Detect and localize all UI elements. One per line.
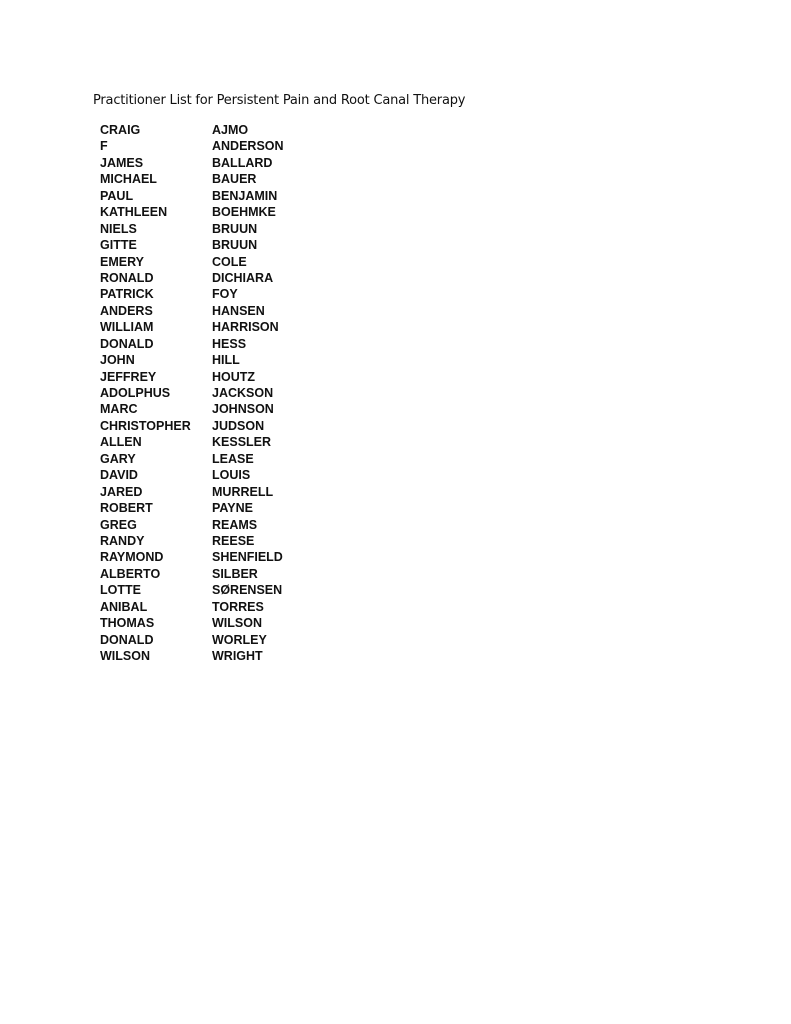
first-name: GARY (100, 451, 136, 466)
first-name: JEFFREY (100, 369, 157, 384)
list-item (100, 319, 332, 335)
last-name: JOHNSON (212, 402, 274, 417)
last-name: WORLEY (212, 632, 267, 647)
first-name: F (100, 139, 108, 154)
list-item (100, 352, 332, 368)
list-item (100, 336, 332, 352)
last-name: SØRENSEN (212, 583, 283, 598)
first-name: ANIBAL (100, 599, 148, 614)
first-name: DONALD (100, 336, 154, 351)
first-name: ADOLPHUS (100, 386, 171, 400)
last-name: BALLARD (212, 155, 273, 170)
first-name: ALBERTO (100, 566, 161, 581)
last-name: LEASE (212, 451, 254, 466)
first-name: CRAIG (100, 123, 141, 137)
list-item (100, 270, 332, 286)
list-item (100, 155, 332, 171)
first-name: RANDY (100, 533, 145, 548)
list-item (100, 418, 332, 434)
last-name: ANDERSON (212, 139, 284, 154)
last-name: BOEHMKE (212, 205, 276, 220)
last-name: BENJAMIN (212, 188, 278, 203)
last-name: HANSEN (212, 303, 265, 318)
first-name: KATHLEEN (100, 205, 168, 220)
last-name: HESS (212, 336, 247, 351)
last-name: HARRISON (212, 320, 279, 335)
last-name: BRUUN (212, 221, 258, 236)
list-item (100, 221, 332, 237)
last-name: KESSLER (212, 435, 272, 450)
last-name: DICHIARA (212, 270, 274, 285)
last-name: WRIGHT (212, 649, 263, 663)
list-item (100, 500, 332, 516)
first-name: ROBERT (100, 501, 153, 516)
last-name: JUDSON (212, 418, 265, 433)
list-item (100, 632, 332, 648)
list-item (100, 369, 332, 385)
last-name: SILBER (212, 566, 258, 581)
list-item (100, 401, 332, 417)
first-name: JOHN (100, 353, 135, 368)
last-name: BRUUN (212, 238, 258, 253)
list-item (100, 648, 332, 664)
list-item (100, 467, 332, 483)
last-name: HOUTZ (212, 369, 256, 384)
first-name: PAUL (100, 188, 134, 203)
list-item (100, 451, 332, 467)
first-name: WILSON (100, 649, 150, 663)
list-item (100, 254, 332, 270)
first-name: RAYMOND (100, 550, 164, 565)
list-item (100, 237, 332, 253)
list-item (100, 122, 332, 138)
first-name: THOMAS (100, 616, 155, 631)
last-name: PAYNE (212, 501, 253, 516)
last-name: COLE (212, 254, 247, 269)
last-name: REESE (212, 533, 255, 548)
last-name: AJMO (212, 123, 249, 137)
list-item (100, 303, 332, 319)
list-item (100, 533, 332, 549)
first-name: PATRICK (100, 287, 154, 302)
list-item (100, 171, 332, 187)
first-name: WILLIAM (100, 320, 154, 335)
first-name: DONALD (100, 632, 154, 647)
list-item (100, 385, 332, 401)
last-name: SHENFIELD (212, 550, 283, 565)
first-name: CHRISTOPHER (100, 418, 191, 433)
list-item (100, 484, 332, 500)
first-name: RONALD (100, 270, 154, 285)
list-item (100, 566, 332, 582)
practitioner-list (100, 122, 332, 664)
last-name: FOY (212, 287, 238, 302)
list-item (100, 599, 332, 615)
last-name: LOUIS (212, 468, 251, 483)
last-name: TORRES (212, 599, 264, 614)
last-name: BAUER (212, 172, 257, 187)
page-title: Practitioner List for Persistent Pain and Root Canal Therapy (93, 93, 466, 108)
first-name: LOTTE (100, 583, 141, 598)
first-name: ANDERS (100, 303, 153, 318)
list-item (100, 582, 332, 598)
first-name: EMERY (100, 254, 144, 269)
first-name: MICHAEL (100, 172, 157, 187)
first-name: MARC (100, 402, 138, 417)
last-name: HILL (212, 353, 240, 368)
list-item (100, 517, 332, 533)
list-item (100, 434, 332, 450)
list-item (100, 615, 332, 631)
list-item (100, 204, 332, 220)
list-item (100, 138, 332, 154)
first-name: DAVID (100, 468, 138, 483)
first-name: ALLEN (100, 435, 142, 450)
first-name: NIELS (100, 221, 137, 236)
last-name: WILSON (212, 616, 262, 631)
first-name: JAMES (100, 155, 144, 170)
last-name: MURRELL (212, 484, 274, 499)
list-item (100, 549, 332, 565)
first-name: JARED (100, 484, 143, 499)
list-item (100, 286, 332, 302)
first-name: GREG (100, 517, 137, 532)
list-item (100, 188, 332, 204)
last-name: JACKSON (212, 386, 274, 400)
last-name: REAMS (212, 517, 258, 532)
first-name: GITTE (100, 238, 137, 253)
